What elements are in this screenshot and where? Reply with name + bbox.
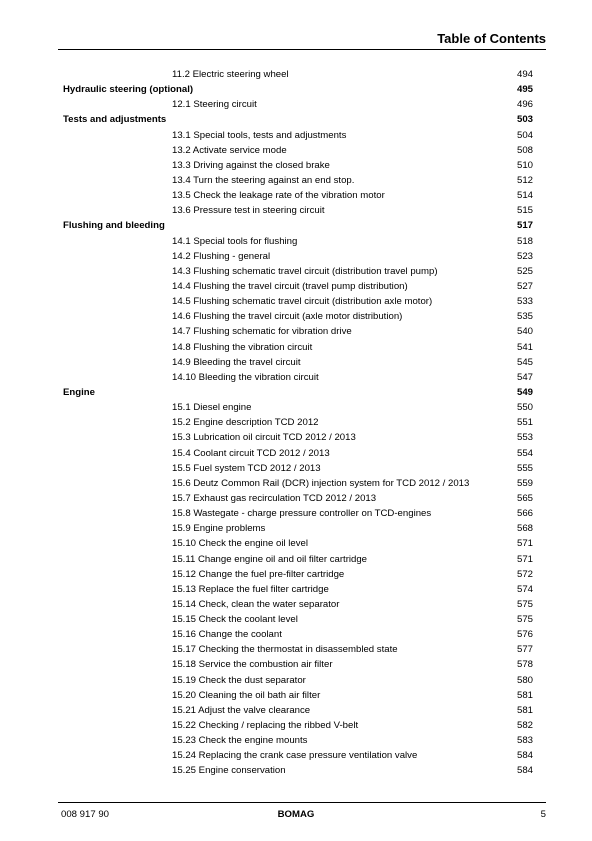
toc-entry-row[interactable] xyxy=(0,264,592,279)
section-title: 14.6 Flushing the travel circuit (axle motor distribution) xyxy=(172,311,403,323)
page-title: Table of Contents xyxy=(437,31,546,46)
toc-entry-row[interactable] xyxy=(0,703,592,718)
toc-entry-row[interactable] xyxy=(0,597,592,612)
toc-entry-row[interactable] xyxy=(0,506,592,521)
section-title: 14.9 Bleeding the travel circuit xyxy=(172,356,301,368)
page-ref: 553 xyxy=(516,432,533,444)
page-ref: 549 xyxy=(516,386,533,398)
page-ref: 547 xyxy=(516,371,533,383)
page-ref: 503 xyxy=(516,114,533,126)
page-ref: 527 xyxy=(516,280,533,292)
page-ref: 580 xyxy=(516,674,533,686)
toc-entry-row[interactable] xyxy=(0,97,592,112)
toc-entry-row[interactable] xyxy=(0,143,592,158)
page-ref: 515 xyxy=(516,205,533,217)
chapter-title: Flushing and bleeding xyxy=(63,220,165,232)
toc-entry-row[interactable] xyxy=(0,324,592,339)
page-ref: 551 xyxy=(516,417,533,429)
document-number: 008 917 90 xyxy=(61,809,110,820)
toc-chapter-row[interactable] xyxy=(0,112,592,127)
section-title: 15.1 Diesel engine xyxy=(172,402,252,414)
section-title: 12.1 Steering circuit xyxy=(172,99,257,111)
page-ref: 508 xyxy=(516,144,533,156)
page-ref: 545 xyxy=(516,356,533,368)
chapter-title: Engine xyxy=(63,386,95,398)
section-title: 15.2 Engine description TCD 2012 xyxy=(172,417,319,429)
toc-entry-row[interactable] xyxy=(0,657,592,672)
section-title: 14.7 Flushing schematic for vibration drive xyxy=(172,326,352,338)
page-ref: 582 xyxy=(516,720,533,732)
page-ref: 565 xyxy=(516,492,533,504)
page-ref: 555 xyxy=(516,462,533,474)
page-ref: 571 xyxy=(516,553,533,565)
section-title: 15.18 Service the combustion air filter xyxy=(172,659,333,671)
section-title: 13.4 Turn the steering against an end stop. xyxy=(172,174,355,186)
page-ref: 578 xyxy=(516,659,533,671)
section-title: 15.24 Replacing the crank case pressure ventilation valve xyxy=(172,750,418,762)
header-rule xyxy=(58,49,546,50)
toc-chapter-row[interactable] xyxy=(0,385,592,400)
section-title: 13.2 Activate service mode xyxy=(172,144,287,156)
page-ref: 577 xyxy=(516,644,533,656)
toc-entry-row[interactable] xyxy=(0,536,592,551)
toc-entry-row[interactable] xyxy=(0,370,592,385)
page-ref: 566 xyxy=(516,508,533,520)
section-title: 14.10 Bleeding the vibration circuit xyxy=(172,371,319,383)
toc-entry-row[interactable] xyxy=(0,158,592,173)
section-title: 14.5 Flushing schematic travel circuit (distribution axle motor) xyxy=(172,296,433,308)
section-title: 15.8 Wastegate - charge pressure controller on TCD-engines xyxy=(172,508,432,520)
toc-chapter-row[interactable] xyxy=(0,218,592,233)
page-ref: 514 xyxy=(516,190,533,202)
page-ref: 541 xyxy=(516,341,533,353)
section-title: 15.9 Engine problems xyxy=(172,523,266,535)
toc-entry-row[interactable] xyxy=(0,567,592,582)
toc-entry-row[interactable] xyxy=(0,309,592,324)
page-ref: 533 xyxy=(516,296,533,308)
brand-name: BOMAG xyxy=(277,809,315,820)
page-ref: 559 xyxy=(516,477,533,489)
page-ref: 554 xyxy=(516,447,533,459)
table-of-contents xyxy=(0,67,592,779)
toc-entry-row[interactable] xyxy=(0,748,592,763)
section-title: 15.16 Change the coolant xyxy=(172,629,282,641)
page-ref: 575 xyxy=(516,598,533,610)
toc-entry-row[interactable] xyxy=(0,552,592,567)
toc-chapter-row[interactable] xyxy=(0,82,592,97)
section-title: 15.25 Engine conservation xyxy=(172,765,286,777)
toc-entry-row[interactable] xyxy=(0,279,592,294)
section-title: 14.8 Flushing the vibration circuit xyxy=(172,341,313,353)
section-title: 15.11 Change engine oil and oil filter cartridge xyxy=(172,553,368,565)
toc-entry-row[interactable] xyxy=(0,128,592,143)
page-ref: 504 xyxy=(516,129,533,141)
toc-entry-row[interactable] xyxy=(0,612,592,627)
section-title: 15.6 Deutz Common Rail (DCR) injection system for TCD 2012 / 2013 xyxy=(172,477,470,489)
page-ref: 581 xyxy=(516,704,533,716)
page-ref: 571 xyxy=(516,538,533,550)
chapter-title: Hydraulic steering (optional) xyxy=(63,84,194,96)
toc-entry-row[interactable] xyxy=(0,642,592,657)
section-title: 15.19 Check the dust separator xyxy=(172,674,306,686)
section-title: 15.15 Check the coolant level xyxy=(172,614,298,626)
page-ref: 584 xyxy=(516,750,533,762)
page-ref: 518 xyxy=(516,235,533,247)
toc-entry-row[interactable] xyxy=(0,294,592,309)
toc-entry-row[interactable] xyxy=(0,491,592,506)
section-title: 14.1 Special tools for flushing xyxy=(172,235,298,247)
section-title: 15.14 Check, clean the water separator xyxy=(172,598,340,610)
chapter-title: Tests and adjustments xyxy=(63,114,167,126)
footer-rule xyxy=(58,802,546,803)
toc-entry-row[interactable] xyxy=(0,461,592,476)
section-title: 14.3 Flushing schematic travel circuit (distribution travel pump) xyxy=(172,265,438,277)
section-title: 15.4 Coolant circuit TCD 2012 / 2013 xyxy=(172,447,330,459)
section-title: 15.3 Lubrication oil circuit TCD 2012 / 2013 xyxy=(172,432,356,444)
page-ref: 568 xyxy=(516,523,533,535)
section-title: 15.10 Check the engine oil level xyxy=(172,538,309,550)
toc-entry-row[interactable] xyxy=(0,763,592,778)
page-number: 5 xyxy=(540,809,546,820)
section-title: 15.21 Adjust the valve clearance xyxy=(172,704,311,716)
toc-entry-row[interactable] xyxy=(0,173,592,188)
section-title: 15.17 Checking the thermostat in disassembled state xyxy=(172,644,398,656)
section-title: 15.20 Cleaning the oil bath air filter xyxy=(172,689,321,701)
section-title: 15.13 Replace the fuel filter cartridge xyxy=(172,583,329,595)
toc-entry-row[interactable] xyxy=(0,430,592,445)
toc-entry-row[interactable] xyxy=(0,355,592,370)
section-title: 11.2 Electric steering wheel xyxy=(172,69,289,80)
toc-entry-row[interactable] xyxy=(0,67,592,82)
toc-entry-row[interactable] xyxy=(0,446,592,461)
page-ref: 574 xyxy=(516,583,533,595)
page-ref: 494 xyxy=(516,69,533,80)
toc-entry-row[interactable] xyxy=(0,521,592,536)
section-title: 15.22 Checking / replacing the ribbed V-belt xyxy=(172,720,359,732)
section-title: 15.12 Change the fuel pre-filter cartridge xyxy=(172,568,345,580)
page-ref: 540 xyxy=(516,326,533,338)
page-ref: 584 xyxy=(516,765,533,777)
section-title: 15.23 Check the engine mounts xyxy=(172,735,308,747)
toc-entry-row[interactable] xyxy=(0,582,592,597)
section-title: 13.3 Driving against the closed brake xyxy=(172,159,330,171)
toc-entry-row[interactable] xyxy=(0,415,592,430)
section-title: 14.4 Flushing the travel circuit (travel pump distribution) xyxy=(172,280,408,292)
section-title: 14.2 Flushing - general xyxy=(172,250,271,262)
page-ref: 517 xyxy=(516,220,533,232)
page-ref: 575 xyxy=(516,614,533,626)
toc-entry-row[interactable] xyxy=(0,188,592,203)
page-ref: 496 xyxy=(516,99,533,111)
section-title: 13.6 Pressure test in steering circuit xyxy=(172,205,325,217)
toc-entry-row[interactable] xyxy=(0,203,592,218)
toc-entry-row[interactable] xyxy=(0,476,592,491)
page-ref: 583 xyxy=(516,735,533,747)
page-ref: 576 xyxy=(516,629,533,641)
toc-entry-row[interactable] xyxy=(0,400,592,415)
page-ref: 512 xyxy=(516,174,533,186)
toc-entry-row[interactable] xyxy=(0,718,592,733)
page-ref: 550 xyxy=(516,402,533,414)
page-ref: 572 xyxy=(516,568,533,580)
section-title: 13.1 Special tools, tests and adjustments xyxy=(172,129,347,141)
section-title: 15.7 Exhaust gas recirculation TCD 2012 / 2013 xyxy=(172,492,377,504)
toc-entry-row[interactable] xyxy=(0,340,592,355)
toc-entry-row[interactable] xyxy=(0,673,592,688)
page-ref: 581 xyxy=(516,689,533,701)
toc-entry-row[interactable] xyxy=(0,234,592,249)
section-title: 13.5 Check the leakage rate of the vibration motor xyxy=(172,190,385,202)
page-ref: 535 xyxy=(516,311,533,323)
page-ref: 495 xyxy=(516,84,533,96)
toc-entry-row[interactable] xyxy=(0,249,592,264)
toc-entry-row[interactable] xyxy=(0,688,592,703)
toc-entry-row[interactable] xyxy=(0,627,592,642)
page-ref: 523 xyxy=(516,250,533,262)
page-ref: 525 xyxy=(516,265,533,277)
section-title: 15.5 Fuel system TCD 2012 / 2013 xyxy=(172,462,321,474)
page-ref: 510 xyxy=(516,159,533,171)
toc-entry-row[interactable] xyxy=(0,733,592,748)
